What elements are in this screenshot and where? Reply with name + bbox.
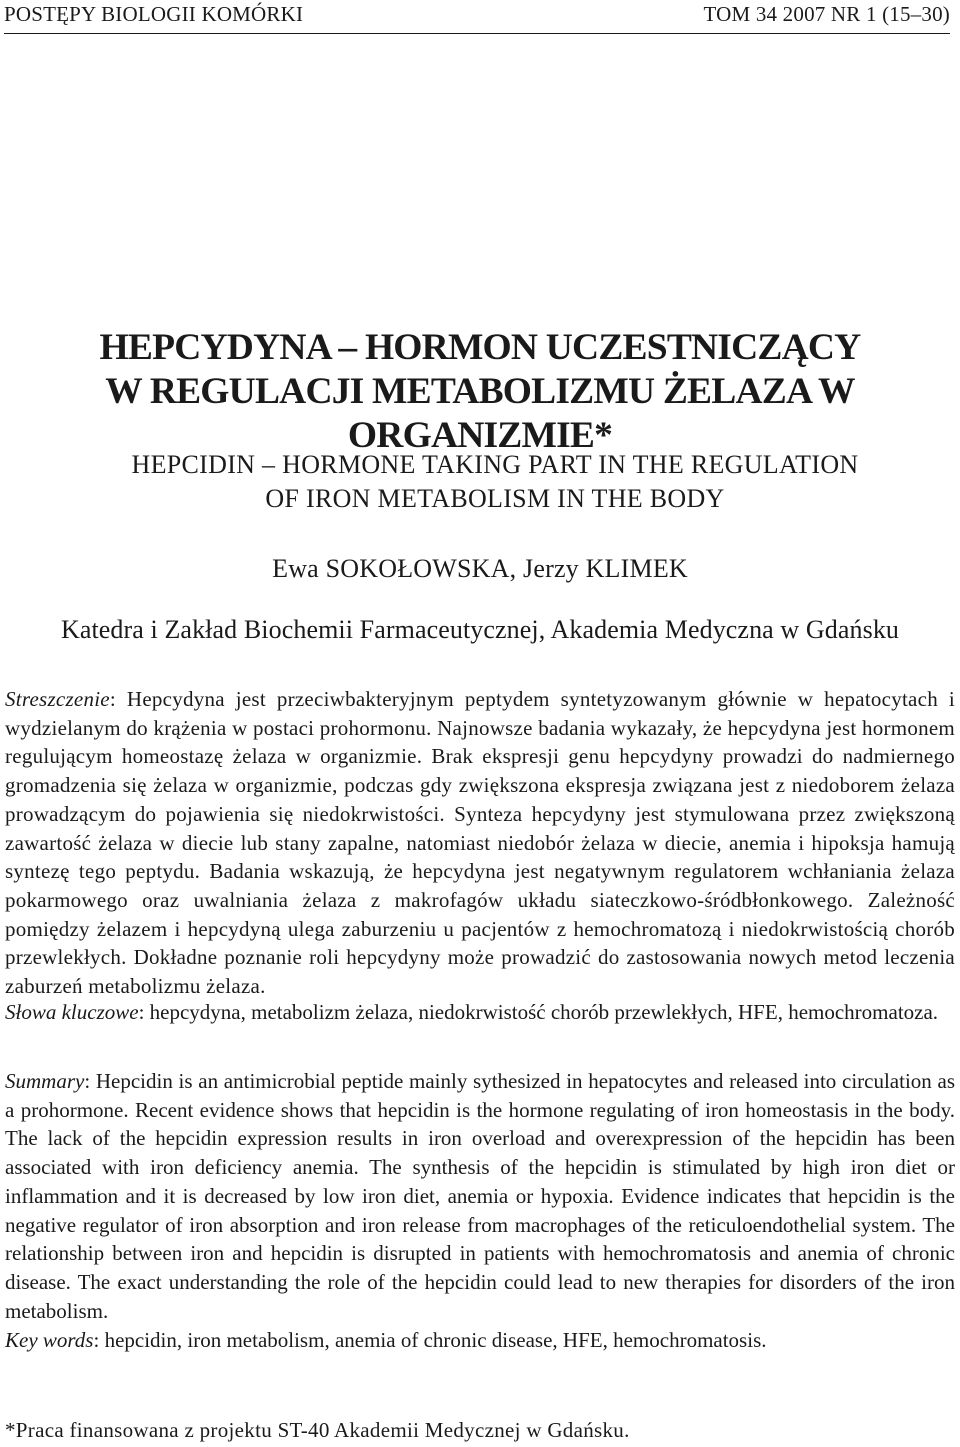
article-title	[0, 326, 960, 458]
keywords-english-label: Key words	[5, 1328, 94, 1352]
header-rule	[4, 33, 950, 34]
abstract-polish-label: Streszczenie	[5, 687, 110, 711]
keywords-polish	[5, 998, 955, 1027]
article-title-line-1: HEPCYDYNA – HORMON UCZESTNICZĄCY	[99, 327, 861, 368]
journal-name: POSTĘPY BIOLOGII KOMÓRKI	[4, 2, 304, 26]
english-title-line-1: HEPCIDIN – HORMONE TAKING PART IN THE REGULATION	[131, 450, 859, 479]
issue-info: TOM 34 2007 NR 1 (15–30)	[703, 2, 950, 26]
running-head	[4, 2, 950, 27]
keywords-english-text: : hepcidin, iron metabolism, anemia of chronic disease, HFE, hemochromatosis.	[93, 1328, 767, 1352]
abstract-english	[5, 1067, 955, 1325]
english-title-line-2: OF IRON METABOLISM IN THE BODY	[265, 484, 725, 513]
abstract-english-label: Summary	[5, 1069, 85, 1093]
abstract-polish-text: : Hepcydyna jest przeciwbakteryjnym peptydem syntetyzowanym głównie w hepatocytach i wydzielanym do krążenia w postaci prohormonu. Najnowsze badania wykazały, że hepcydyna jest hormonem regulującym homeostazę żelaza w organizmie. Brak ekspresji genu hepcydyny prowadzi do nadmiernego gromadzenia się żelaza w organizmie, podczas gdy zwiększona ekspresja związana jest z niedoborem żelaza prowadzącym do pojawienia się niedokrwistości. Synteza hepcydyny jest stymulowana przez zwiększoną zawartość żelaza w diecie lub stany zapalne, natomiast niedobór żelaza w diecie, anemia i hipoksja hamują syntezę tego peptydu. Badania wskazują, że hepcydyna jest negatywnym regulatorem wchłaniania żelaza pokarmowego oraz uwalniania żelaza z makrofagów układu siateczkowo-śródbłonkowego. Zależność pomiędzy żelazem i hepcydyną ulega zaburzeniu u pacjentów z hemochromatozą i niedokrwistością chorób przewlekłych. Dokładne poznanie roli hepcydyny może prowadzić do zastosowania nowych metod leczenia zaburzeń metabolizmu żelaza.	[5, 687, 955, 999]
abstract-english-text: : Hepcidin is an antimicrobial peptide mainly sythesized in hepatocytes and released into circulation as a prohormone. Recent evidence shows that hepcidin is the hormone regulating of iron homeostasis in the body. The lack of the hepcidin expression results in iron overload and overexpression of the hepcidin has been associated with iron deficiency anemia. The synthesis of the hepcidin is stimulated by high iron diet or inflammation and it is decreased by low iron diet, anemia or hypoxia. Evidence indicates that hepcidin is the negative regulator of iron absorption and iron release from macrophages of the reticuloendothelial system. The relationship between iron and hepcidin is disrupted in patients with hemochromatosis and anemia of chronic disease. The exact understanding the role of the hepcidin could lead to new therapies for disorders of the iron metabolism.	[5, 1069, 955, 1323]
affiliation: Katedra i Zakład Biochemii Farmaceutycznej, Akademia Medyczna w Gdańsku	[60, 615, 900, 644]
authors: Ewa SOKOŁOWSKA, Jerzy KLIMEK	[272, 554, 688, 583]
abstract-polish	[5, 685, 955, 1001]
keywords-polish-text: : hepcydyna, metabolizm żelaza, niedokrwistość chorób przewlekłych, HFE, hemochromatoza.	[138, 1000, 939, 1024]
english-title	[0, 448, 960, 516]
funding-footnote: *Praca finansowana z projektu ST-40 Akademii Medycznej w Gdańsku.	[5, 1418, 630, 1442]
keywords-polish-label: Słowa kluczowe	[5, 1000, 139, 1024]
article-title-line-2: W REGULACJI METABOLIZMU ŻELAZA W ORGANIZMIE*	[105, 371, 855, 456]
keywords-english	[5, 1326, 955, 1355]
